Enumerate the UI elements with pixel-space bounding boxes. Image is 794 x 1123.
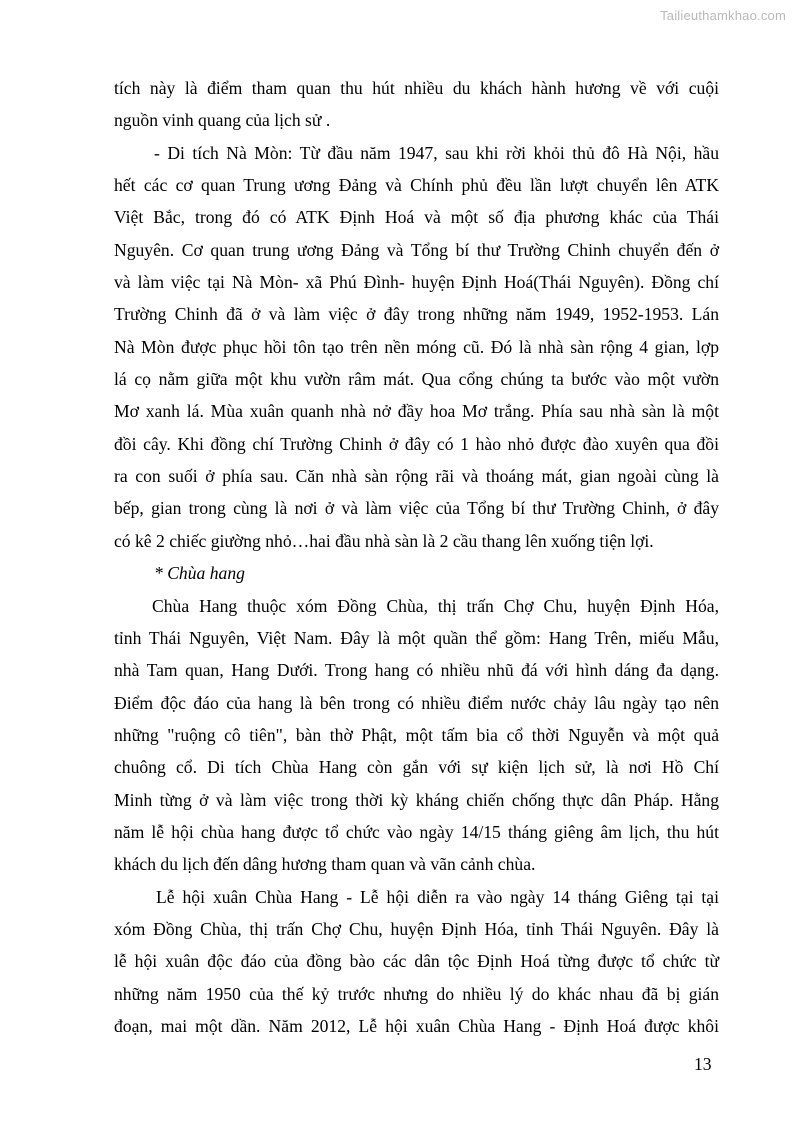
text-line: những "ruộng cô tiên", bàn thờ Phật, một tấm bia cổ thời Nguyễn và một quả bbox=[114, 724, 719, 745]
paragraph bbox=[114, 137, 719, 557]
text-line: có kê 2 chiếc giường nhỏ…hai đầu nhà sàn là 2 cầu thang lên xuống tiện lợi. bbox=[114, 530, 654, 551]
text-line: lễ hội xuân độc đáo của đồng bào các dân tộc Định Hoá từng được tổ chức từ bbox=[114, 951, 719, 972]
paragraph bbox=[114, 881, 719, 1043]
text-line: Nà Mòn được phục hồi tôn tạo trên nền móng cũ. Đó là nhà sàn rộng 4 gian, lợp bbox=[114, 336, 719, 357]
text-line: năm lễ hội chùa hang được tổ chức vào ngày 14/15 tháng giêng âm lịch, thu hút bbox=[114, 821, 719, 842]
text-line: chuông cổ. Di tích Chùa Hang còn gắn với sự kiện lịch sử, là nơi Hồ Chí bbox=[114, 757, 719, 778]
paragraph bbox=[114, 590, 719, 881]
text-line: tỉnh Thái Nguyên, Việt Nam. Đây là một quần thể gồm: Hang Trên, miếu Mẫu, bbox=[114, 627, 719, 648]
text-line: Điểm độc đáo của hang là bên trong có nhiều điểm nước chảy lâu ngày tạo nên bbox=[114, 692, 719, 713]
text-line: nguồn vinh quang của lịch sử . bbox=[114, 110, 331, 131]
text-line: và làm việc tại Nà Mòn- xã Phú Đình- huyện Định Hoá(Thái Nguyên). Đồng chí bbox=[114, 272, 719, 293]
text-line: nhà Tam quan, Hang Dưới. Trong hang có nhiều nhũ đá với hình dáng đa dạng. bbox=[114, 660, 719, 681]
text-line: Minh từng ở và làm việc trong thời kỳ kháng chiến chống thực dân Pháp. Hằng bbox=[114, 789, 719, 810]
document-body bbox=[114, 72, 719, 1042]
text-line: - Di tích Nà Mòn: Từ đầu năm 1947, sau khi rời khỏi thủ đô Hà Nội, hầu bbox=[154, 142, 719, 163]
text-line: Trường Chinh đã ở và làm việc ở đây trong những năm 1949, 1952-1953. Lán bbox=[114, 304, 719, 325]
text-line: ra con suối ở phía sau. Căn nhà sàn rộng rãi và thoáng mát, gian ngoài cùng là bbox=[114, 466, 719, 487]
text-line: đồi cây. Khi đồng chí Trường Chinh ở đây có 1 hào nhỏ được đào xuyên qua đồi bbox=[114, 433, 719, 454]
text-line: đoạn, mai một dần. Năm 2012, Lễ hội xuân Chùa Hang - Định Hoá được khôi bbox=[114, 1015, 719, 1036]
text-line: lá cọ nằm giữa một khu vườn râm mát. Qua cổng chúng ta bước vào một vườn bbox=[114, 369, 719, 390]
text-line: khách du lịch đến dâng hương tham quan và vãn cảnh chùa. bbox=[114, 854, 536, 875]
text-line: những năm 1950 của thế kỷ trước nhưng do nhiều lý do khác nhau đã bị gián bbox=[114, 983, 719, 1004]
text-line: Việt Bắc, trong đó có ATK Định Hoá và một số địa phương khác của Thái bbox=[114, 207, 719, 228]
text-line: Lễ hội xuân Chùa Hang - Lễ hội diễn ra vào ngày 14 tháng Giêng tại tại bbox=[156, 886, 719, 907]
page-number: 13 bbox=[694, 1054, 712, 1074]
text-line: bếp, gian trong cùng là nơi ở và làm việc của Tổng bí thư Trường Chinh, ở đây bbox=[114, 498, 719, 519]
text-line: Nguyên. Cơ quan trung ương Đảng và Tổng bí thư Trường Chinh chuyển đến ở bbox=[114, 239, 719, 260]
section-heading bbox=[114, 557, 719, 589]
watermark-text: Tailieuthamkhao.com bbox=[660, 8, 786, 23]
text-line: xóm Đồng Chùa, thị trấn Chợ Chu, huyện Định Hóa, tỉnh Thái Nguyên. Đây là bbox=[114, 918, 719, 939]
text-line: tích này là điểm tham quan thu hút nhiều du khách hành hương về với cuội bbox=[114, 78, 719, 98]
text-line: Chùa Hang thuộc xóm Đồng Chùa, thị trấn Chợ Chu, huyện Định Hóa, bbox=[152, 595, 719, 616]
paragraph bbox=[114, 72, 719, 137]
text-line: hết các cơ quan Trung ương Đảng và Chính phủ đều lần lượt chuyển lên ATK bbox=[114, 175, 719, 196]
text-line: Mơ xanh lá. Mùa xuân quanh nhà nở đầy hoa Mơ trắng. Phía sau nhà sàn là một bbox=[114, 401, 719, 422]
section-heading-text: * Chùa hang bbox=[154, 563, 245, 584]
